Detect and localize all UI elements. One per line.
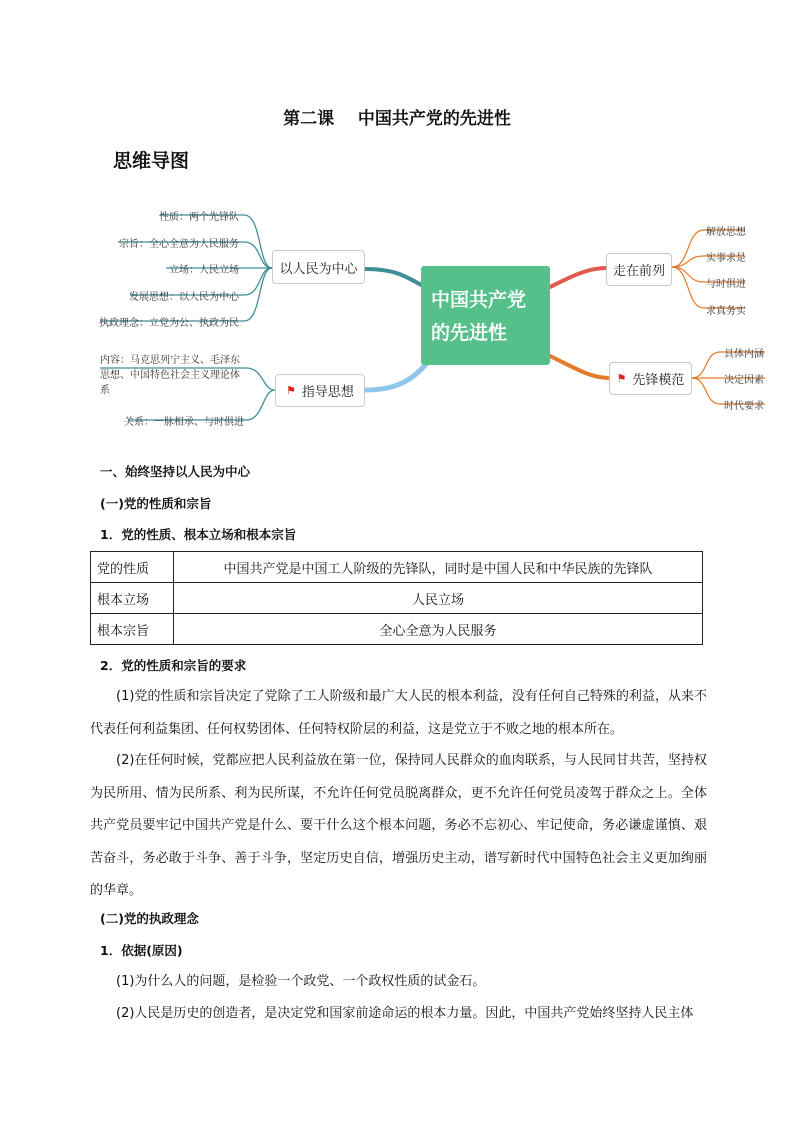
leaf-seek-truth: 实事求是 [706,253,746,264]
item-heading-2: 2．党的性质和宗旨的要求 [100,658,247,673]
item-heading-3: 1．依据(原因) [100,943,183,958]
table-cell-value: 中国共产党是中国工人阶级的先锋队，同时是中国人民和中华民族的先锋队 [174,552,703,583]
paragraph-4: (2)人民是历史的创造者，是决定党和国家前途命运的根本力量。因此，中国共产党始终坚持人民主体 [116,1006,694,1021]
leaf-factors: 决定因素 [724,375,764,386]
branch-left-top [365,269,423,286]
paragraph-2: (2)在任何时候，党都应把人民利益放在第一位，保持同人民群众的血肉联系，与人民同甘共苦，坚持权为民所用、情为民所系、利为民所谋，不允许任何党员脱离群众，更不允许任何党员凌驾于群众之上。全体共产党员要牢记中国共产党是什么、要干什么这个根本问题，务必不忘初心、牢记使命，务必谦虚谨慎、艰苦奋斗，务必敢于斗争、善于斗争，坚定历史自信，增强历史主动，谱写新时代中国特色社会主义更加绚丽的华章。 [90,753,707,898]
table-cell-key: 党的性质 [91,552,174,583]
leaf-content-line1: 内容：马克思列宁主义、毛泽东 [100,355,240,366]
leaf-emancipate: 解放思想 [706,227,746,238]
table-cell-key: 根本立场 [91,583,174,614]
section-heading: 一、始终坚持以人民为中心 [100,464,251,479]
node-guiding-thought [275,374,365,407]
leaf-content-line2: 思想、中国特色社会主义理论体 [100,370,240,381]
leaf-requirements: 时代要求 [724,401,764,412]
leaf-nature: 性质：两个先锋队 [159,212,239,223]
leaf-relation: 关系：一脉相承、与时俱进 [124,417,244,428]
table-row [91,583,703,614]
leaf-development: 发展思想：以人民为中心 [129,292,239,303]
table-row [91,552,703,583]
table-cell-value: 全心全意为人民服务 [174,614,703,645]
paragraph-1: (1)党的性质和宗旨决定了党除了工人阶级和最广大人民的根本利益，没有任何自己特殊的利益，从来不代表任何利益集团、任何权势团体、任何特权阶层的利益，这是党立于不败之地的根本所在。 [90,689,707,737]
subsection-heading-2: (二)党的执政理念 [100,911,199,926]
table-cell-key: 根本宗旨 [91,614,174,645]
leaf-stance: 立场：人民立场 [169,265,239,276]
center-node [421,266,550,365]
document-title: 第二课 中国共产党的先进性 [283,109,511,129]
mindmap-heading: 思维导图 [113,150,190,172]
leaf-keep-pace: 与时俱进 [706,279,746,290]
flag-icon: ⚑ [616,372,627,385]
flag-icon: ⚑ [286,384,296,397]
branch-right-bottom [548,355,609,378]
leaf-purpose: 宗旨：全心全意为人民服务 [119,239,239,250]
leaf-pragmatic: 求真务实 [706,306,746,317]
node-guiding-thought-label: 指导思想 [301,385,354,400]
nature-table [90,551,703,645]
branch-right-top [548,268,606,288]
node-vanguard-model-label: 先锋模范 [632,373,685,388]
leaf-connotation: 具体内涵 [724,349,764,360]
subsection-heading-1: (一)党的性质和宗旨 [100,496,212,511]
table-row [91,614,703,645]
paragraph-3: (1)为什么人的问题，是检验一个政党、一个政权性质的试金石。 [116,974,486,989]
item-heading-1: 1．党的性质、根本立场和根本宗旨 [100,527,297,542]
mindmap-connectors [0,190,794,435]
leaf-governance: 执政理念：立党为公、执政为民 [99,318,239,329]
center-node-line1: 中国共产党 [431,289,527,311]
leaf-content-line3: 系 [100,385,110,396]
table-cell-value: 人民立场 [174,583,703,614]
node-vanguard-model [609,362,692,395]
node-people-centered: 以人民为中心 [272,250,365,284]
node-lead-the-way: 走在前列 [606,253,672,286]
leaf-content [100,353,240,398]
center-node-line2: 的先进性 [431,322,508,344]
